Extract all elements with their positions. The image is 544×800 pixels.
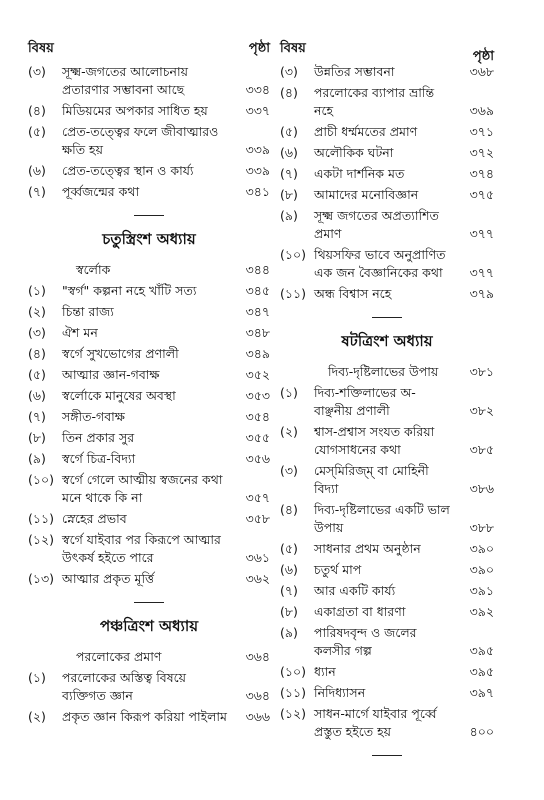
entry-number: (১০) [280, 247, 306, 262]
entry-number: (১) [28, 670, 46, 685]
entry-title: ঐশ মন [62, 325, 98, 340]
entry-number: (১২) [28, 532, 54, 547]
entry-number: (১) [280, 385, 298, 400]
entry-number: (৫) [280, 541, 298, 556]
section-divider [134, 602, 164, 603]
entry-title: সূক্ষ্ম জগতের অপ্রত্যাশিত প্রমাণ [314, 208, 439, 241]
entry-page-number: ৩৫৩ [245, 388, 270, 403]
entry-title: আত্মার প্রকৃত মূর্ত্তি [62, 571, 154, 586]
right-header [280, 38, 494, 64]
entry-title: মেস্‌মিরিজ্‌ম্‌ বা মোহিনী বিদ্যা [314, 463, 429, 496]
entry-title: ধ্যান [314, 664, 336, 679]
header-page: পৃষ্ঠা [248, 41, 270, 56]
entry-title: আর একটি কার্য্য [314, 583, 396, 598]
entry-page-number: ৩৯২ [469, 604, 494, 619]
right-column [280, 38, 494, 768]
toc-entry [280, 63, 494, 81]
entry-title: সাধন-মার্গে যাইবার পূর্ব্বে প্রস্তুত হইতে হয় [314, 706, 437, 739]
entry-page-number: ৩৬৯ [469, 103, 494, 118]
toc-entry [280, 462, 494, 498]
toc-entry [28, 162, 270, 180]
entry-number: (৫) [280, 124, 298, 139]
entry-number: (৯) [280, 625, 298, 640]
entry-number: (৭) [280, 583, 298, 598]
toc-entry [28, 123, 270, 159]
toc-entry [28, 669, 270, 705]
entry-page-number: ৩৬৬ [245, 709, 270, 724]
header-subject: বিষয় [280, 41, 306, 56]
toc-entry [280, 561, 494, 579]
section-divider [372, 755, 402, 756]
toc-entry [280, 603, 494, 621]
entry-title: স্বর্গে যাইবার পর কিরূপে আত্মার উৎকর্ষ হইতে পারে [62, 532, 221, 565]
entry-page-number: ৩৪৭ [245, 304, 270, 319]
entry-title: স্নেহের প্রভাব [62, 511, 127, 526]
toc-entry [28, 510, 270, 528]
entry-number: (৯) [28, 451, 46, 466]
entry-page-number: ৩৮৫ [469, 442, 494, 457]
toc-entry [280, 84, 494, 120]
chapter2-list [28, 648, 270, 726]
right-top-list [280, 63, 494, 303]
entry-title: মিডিয়মের অপকার সাধিত হয় [62, 103, 208, 118]
entry-page-number: ৩৩৯ [245, 142, 270, 157]
toc-entry [280, 285, 494, 303]
toc-entry [28, 408, 270, 426]
toc-entry [280, 384, 494, 420]
entry-page-number: ৩৬২ [245, 571, 270, 586]
entry-title: একটা দার্শনিক মত [314, 166, 405, 181]
entry-number: (৬) [280, 145, 298, 160]
entry-page-number: ৩৮১ [469, 364, 494, 379]
entry-page-number: ৩৯০ [469, 562, 494, 577]
toc-entry [28, 708, 270, 726]
entry-title: সঙ্গীত-গবাক্ষ [62, 409, 125, 424]
toc-entry [28, 471, 270, 507]
chapter-title: ষটত্রিংশ অধ্যায় [341, 332, 433, 350]
entry-page-number: ৩৮২ [469, 403, 494, 418]
entry-title: একাগ্রতা বা ধারণা [314, 604, 406, 619]
entry-number: (৩) [28, 325, 46, 340]
entry-title: দিব্য-দৃষ্টিলাভের একটি ভাল উপায় [314, 502, 450, 535]
entry-title: পারিষদবৃন্দ ও জলের কলসীর গল্প [314, 625, 417, 658]
toc-entry [280, 705, 494, 741]
entry-title: শ্বাস-প্রশ্বাস সংযত করিয়া যোগসাধনের কথা [314, 424, 435, 457]
toc-entry [28, 324, 270, 342]
entry-number: (১১) [280, 685, 306, 700]
chapter-title: পঞ্চত্রিংশ অধ্যায় [99, 617, 199, 635]
entry-page-number: ৩৬৪ [245, 688, 270, 703]
entry-title: তিন প্রকার সুর [62, 430, 135, 445]
entry-number: (১১) [280, 286, 306, 301]
left-column [28, 38, 270, 726]
entry-title: "স্বর্গ" কল্পনা নহে খাঁটি সত্য [62, 283, 197, 298]
entry-title: স্বর্গে গেলে আত্মীয় স্বজনের কথা মনে থাকে কি না [62, 472, 223, 505]
toc-entry [280, 540, 494, 558]
entry-title: সাধনার প্রথম অনুষ্ঠান [314, 541, 421, 556]
entry-number: (২) [280, 424, 298, 439]
entry-number: (৪) [280, 85, 298, 100]
toc-entry [28, 387, 270, 405]
entry-page-number: ৩৭৪ [469, 166, 494, 181]
entry-page-number: ৩৫৫ [245, 430, 270, 445]
entry-number: (৫) [28, 367, 46, 382]
entry-number: (৪) [28, 346, 46, 361]
toc-entry [280, 582, 494, 600]
entry-title: স্বর্গে সুখভোগের প্রণালী [62, 346, 179, 361]
entry-page-number: ৩৪৯ [245, 346, 270, 361]
entry-title: পরলোকের অস্তিত্ব বিষয়ে ব্যক্তিগত জ্ঞান [62, 670, 187, 703]
chapter3-list [280, 363, 494, 741]
entry-page-number: ৩৬১ [245, 550, 270, 565]
toc-entry [28, 261, 270, 279]
entry-page-number: ৩৭৫ [469, 187, 494, 202]
entry-number: (৩) [280, 463, 298, 478]
toc-entry [28, 531, 270, 567]
entry-number: (১) [28, 283, 46, 298]
entry-page-number: ৪০০ [469, 724, 494, 739]
entry-page-number: ৩৬৮ [469, 64, 494, 79]
entry-number: (৬) [28, 388, 46, 403]
entry-page-number: ৩৯১ [469, 583, 494, 598]
entry-number: (৩) [280, 64, 298, 79]
entry-page-number: ৩৪৫ [245, 283, 270, 298]
entry-title: উন্নতির সম্ভাবনা [314, 64, 395, 79]
entry-title: প্রাচী ধর্ম্মমতের প্রমাণ [314, 124, 418, 139]
toc-entry [28, 570, 270, 588]
toc-entry [280, 663, 494, 681]
entry-page-number: ৩৮৬ [469, 481, 494, 496]
entry-title: দিব্য-শক্তিলাভের অ-বাঞ্ছনীয় প্রণালী [314, 385, 416, 418]
toc-entry [28, 183, 270, 201]
toc-entry [280, 684, 494, 702]
toc-entry [280, 186, 494, 204]
entry-number: (৫) [28, 124, 46, 139]
chapter1-list [28, 261, 270, 588]
entry-title: প্রেত-তত্ত্বের ফলে জীবাত্মারও ক্ষতি হয় [62, 124, 219, 157]
entry-title: আমাদের মনোবিজ্ঞান [314, 187, 419, 202]
entry-title: অন্ধ বিশ্বাস নহে [314, 286, 392, 301]
entry-number: (৭) [28, 184, 46, 199]
entry-number: (১০) [28, 472, 54, 487]
entry-title: নিদিধ্যাসন [314, 685, 366, 700]
entry-page-number: ৩৯৫ [469, 643, 494, 658]
entry-number: (৯) [280, 208, 298, 223]
entry-page-number: ৩৪১ [245, 184, 270, 199]
header-page: পৃষ্ঠা [472, 49, 494, 64]
entry-title: স্বর্লোকে মানুষের অবস্থা [62, 388, 176, 403]
entry-page-number: ৩৯৭ [469, 685, 494, 700]
entry-title: পরলোকের ব্যাপার ভ্রান্তি নহে [314, 85, 435, 118]
entry-number: (২) [28, 304, 46, 319]
entry-page-number: ৩৫৬ [245, 451, 270, 466]
toc-entry [28, 303, 270, 321]
entry-page-number: ৩৩৯ [245, 163, 270, 178]
entry-number: (২) [28, 709, 46, 724]
toc-entry [28, 282, 270, 300]
entry-title: স্বর্গে চিত্র-বিদ্যা [62, 451, 136, 466]
entry-page-number: ৩৭৭ [469, 265, 494, 280]
entry-number: (৭) [280, 166, 298, 181]
entry-page-number: ৩৭১ [469, 124, 494, 139]
entry-number: (৮) [280, 604, 298, 619]
entry-title: থিয়সফির ভাবে অনুপ্রাণিত এক জন বৈজ্ঞানিকের কথা [314, 247, 446, 280]
left-top-list [28, 63, 270, 201]
toc-entry [28, 366, 270, 384]
toc-entry [280, 501, 494, 537]
entry-number: (৮) [280, 187, 298, 202]
entry-title: চতুর্থ মাপ [314, 562, 362, 577]
entry-title: দিব্য-দৃষ্টিলাভের উপায় [328, 364, 439, 379]
entry-number: (১২) [280, 706, 306, 721]
toc-entry [280, 246, 494, 282]
entry-page-number: ৩৮৮ [469, 520, 494, 535]
toc-entry [280, 144, 494, 162]
entry-page-number: ৩৯৫ [469, 664, 494, 679]
entry-page-number: ৩৫৮ [245, 511, 270, 526]
toc-entry [280, 165, 494, 183]
chapter-title: চতুস্ত্রিংশ অধ্যায় [102, 230, 196, 248]
toc-entry [28, 429, 270, 447]
entry-page-number: ৩৫২ [245, 367, 270, 382]
toc-entry [280, 363, 494, 381]
entry-title: পরলোকের প্রমাণ [76, 649, 162, 664]
entry-number: (১৩) [28, 571, 54, 586]
entry-title: স্বর্লোক [76, 262, 111, 277]
toc-entry [280, 624, 494, 660]
toc-entry [28, 102, 270, 120]
toc-entry [280, 423, 494, 459]
entry-page-number: ৩৭৯ [469, 286, 494, 301]
entry-page-number: ৩৫৪ [245, 409, 270, 424]
toc-entry [28, 450, 270, 468]
entry-title: প্রেত-তত্ত্বের স্থান ও কার্য্য [62, 163, 194, 178]
entry-title: পূর্ব্বজন্মের কথা [62, 184, 140, 199]
toc-entry [280, 123, 494, 141]
toc-entry [28, 345, 270, 363]
entry-number: (৪) [28, 103, 46, 118]
entry-number: (৭) [28, 409, 46, 424]
entry-number: (৬) [280, 562, 298, 577]
entry-number: (৮) [28, 430, 46, 445]
entry-number: (১১) [28, 511, 54, 526]
left-header [28, 38, 270, 60]
entry-title: সূক্ষ্ম-জগতের আলোচনায় প্রতারণার সম্ভাবনা আছে [62, 64, 188, 97]
toc-entry [280, 207, 494, 243]
entry-page-number: ৩৪৪ [245, 262, 270, 277]
section-divider [134, 215, 164, 216]
entry-number: (১০) [280, 664, 306, 679]
entry-page-number: ৩৫৭ [245, 490, 270, 505]
entry-page-number: ৩৬৪ [245, 649, 270, 664]
entry-number: (৪) [280, 502, 298, 517]
entry-number: (৬) [28, 163, 46, 178]
entry-title: চিন্তা রাজ্য [62, 304, 114, 319]
header-subject: বিষয় [28, 41, 54, 56]
entry-page-number: ৩৭৭ [469, 226, 494, 241]
entry-page-number: ৩৪৮ [245, 325, 270, 340]
entry-number: (৩) [28, 64, 46, 79]
entry-page-number: ৩৭২ [469, 145, 494, 160]
entry-title: প্রকৃত জ্ঞান কিরূপ করিয়া পাইলাম [62, 709, 227, 724]
entry-title: অলৌকিক ঘটনা [314, 145, 394, 160]
section-divider [372, 317, 402, 318]
toc-entry [28, 648, 270, 666]
entry-page-number: ৩৩৭ [245, 103, 270, 118]
entry-title: আত্মার জ্ঞান-গবাক্ষ [62, 367, 160, 382]
entry-page-number: ৩৯০ [469, 541, 494, 556]
entry-page-number: ৩৩৪ [245, 82, 270, 97]
toc-entry [28, 63, 270, 99]
